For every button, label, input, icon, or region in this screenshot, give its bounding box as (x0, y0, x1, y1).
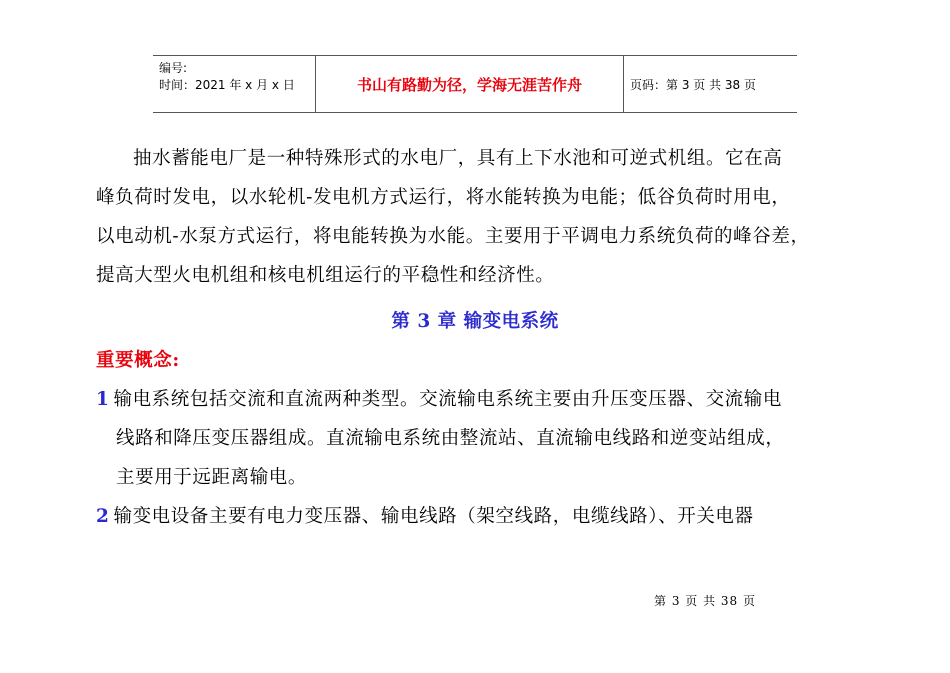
intro-line-3: 以电动机-水泵方式运行，将电能转换为水能。主要用于平调电力系统负荷的峰谷差， (96, 226, 810, 247)
intro-line-4: 提高大型火电机组和核电机组运行的平稳性和经济性。 (96, 265, 555, 286)
intro-line-1: 抽水蓄能电厂是一种特殊形式的水电厂，具有上下水池和可逆式机组。它在高 (133, 148, 783, 169)
concept-item-2-text-1: 输变电设备主要有电力变压器、输电线路（架空线路，电缆线路）、开关电器 (113, 506, 754, 527)
header-number-label: 编号: (159, 61, 188, 75)
page-footer: 第 3 页 共 38 页 (654, 594, 756, 608)
chapter-title: 第 3 章 输变电系统 (391, 311, 559, 332)
header-meta-cell (153, 56, 316, 112)
header-page-label: 页码：第 3 页 共 38 页 (630, 77, 756, 92)
concept-item-1-line-3: 主要用于远距离输电。 (116, 467, 308, 488)
concept-item-1-text-1: 输电系统包括交流和直流两种类型。交流输电系统主要由升压变压器、交流输电 (113, 389, 782, 410)
concepts-heading: 重要概念: (96, 350, 180, 371)
header-time-label: 时间：2021 年 x 月 x 日 (159, 78, 295, 92)
header-motto: 书山有路勤为径，学海无涯苦作舟 (316, 56, 624, 112)
intro-line-2: 峰负荷时发电，以水轮机-发电机方式运行，将水能转换为电能；低谷负荷时用电， (96, 187, 791, 208)
concept-item-2-number: 2 (96, 506, 110, 527)
concept-item-1-number: 1 (96, 389, 110, 410)
concept-item-2-line-1 (96, 506, 754, 528)
page-header (153, 55, 797, 113)
concept-item-1-line-1 (96, 389, 782, 411)
concept-item-1-line-2: 线路和降压变压器组成。直流输电系统由整流站、直流输电线路和逆变站组成， (116, 428, 785, 449)
